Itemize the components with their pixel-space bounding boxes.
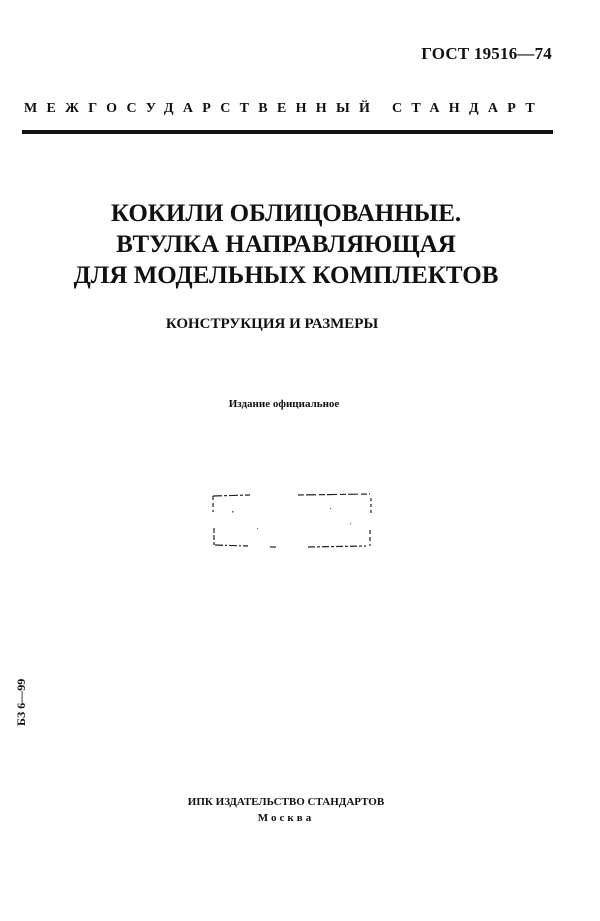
document-subtitle: КОНСТРУКЦИЯ И РАЗМЕРЫ <box>165 316 379 332</box>
stamp-frame <box>210 490 376 552</box>
publisher-name: ИПК ИЗДАТЕЛЬСТВО СТАНДАРТОВ <box>187 796 385 808</box>
standard-type-heading: МЕЖГОСУДАРСТВЕННЫЙ СТАНДАРТ <box>24 101 544 116</box>
title-line-3: ДЛЯ МОДЕЛЬНЫХ КОМПЛЕКТОВ <box>73 262 499 289</box>
edition-label: Издание официальное <box>228 398 340 410</box>
document-title <box>0 198 600 291</box>
document-number: ГОСТ 19516—74 <box>421 44 552 63</box>
header-rule <box>22 130 553 134</box>
side-code: БЗ 6—99 <box>14 678 28 726</box>
title-line-1: КОКИЛИ ОБЛИЦОВАННЫЕ. <box>110 200 462 227</box>
publisher-city: Москва <box>257 812 315 824</box>
title-line-2: ВТУЛКА НАПРАВЛЯЮЩАЯ <box>116 231 456 258</box>
